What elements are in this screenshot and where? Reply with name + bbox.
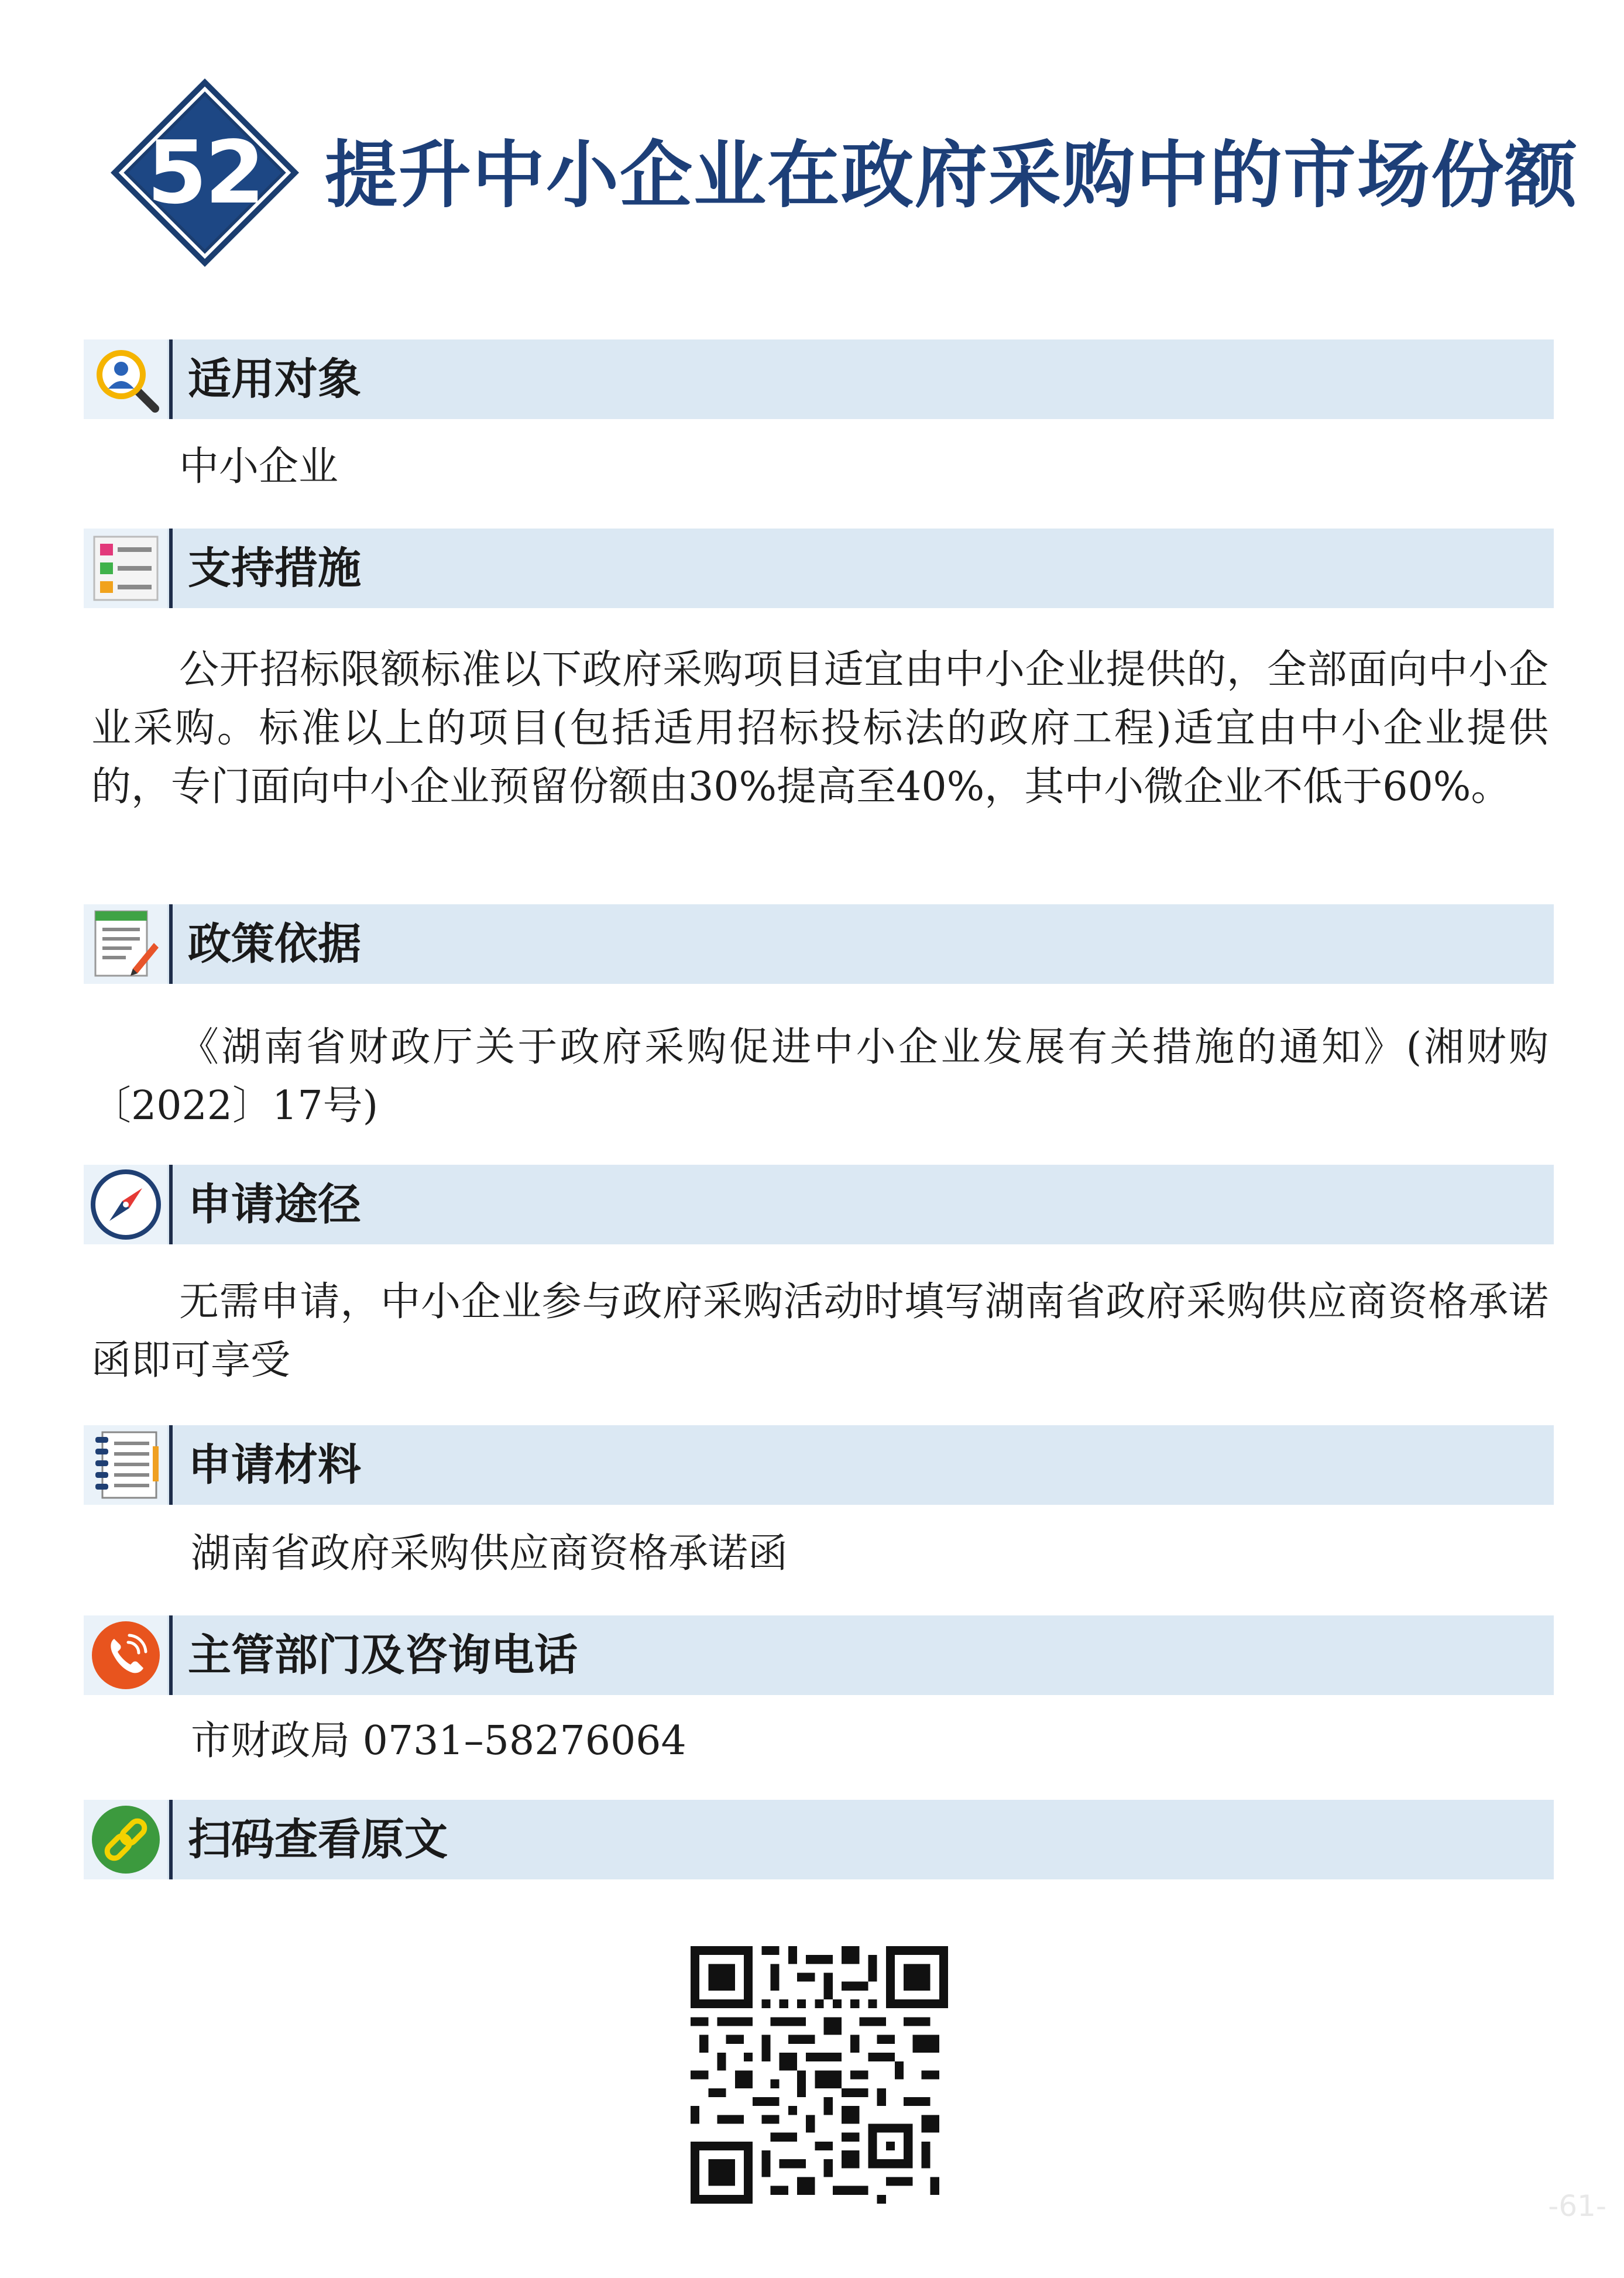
section-divider	[169, 1615, 173, 1695]
phone-icon	[84, 1615, 167, 1695]
magnifier-person-icon	[84, 339, 167, 419]
section-divider	[169, 529, 173, 608]
section-title: 申请材料	[188, 1440, 361, 1490]
link-icon	[84, 1800, 167, 1879]
target-text: 中小企业	[179, 444, 339, 490]
section-header-contact	[84, 1615, 1554, 1695]
page-header	[108, 76, 1579, 269]
page-number: -61-	[1548, 2189, 1606, 2223]
section-divider	[169, 1800, 173, 1879]
section-header-materials	[84, 1425, 1554, 1505]
section-divider	[169, 1165, 173, 1244]
section-header-target	[84, 339, 1554, 419]
section-header-basis	[84, 904, 1554, 984]
qr-code-icon[interactable]	[691, 1946, 948, 2204]
section-divider	[169, 904, 173, 984]
section-header-channel	[84, 1165, 1554, 1244]
section-title: 适用对象	[188, 354, 361, 404]
contact-text: 市财政局 0731–58276064	[191, 1718, 686, 1764]
section-divider	[169, 1425, 173, 1505]
checklist-icon	[84, 529, 167, 608]
section-header-measures	[84, 529, 1554, 608]
section-divider	[169, 339, 173, 419]
document-pencil-icon	[84, 904, 167, 984]
basis-paragraph: 《湖南省财政厅关于政府采购促进中小企业发展有关措施的通知》(湘财购〔2022〕17号)	[91, 1024, 1549, 1129]
item-number: 52	[147, 122, 263, 223]
materials-text: 湖南省政府采购供应商资格承诺函	[191, 1531, 788, 1577]
section-title: 扫码查看原文	[188, 1814, 448, 1865]
section-title: 政策依据	[188, 919, 361, 969]
compass-icon	[84, 1165, 167, 1244]
section-title: 申请途径	[188, 1179, 361, 1230]
notebook-icon	[84, 1425, 167, 1505]
section-title: 主管部门及咨询电话	[188, 1630, 578, 1680]
section-title: 支持措施	[188, 543, 361, 593]
channel-paragraph: 无需申请，中小企业参与政府采购活动时填写湖南省政府采购供应商资格承诺函即可享受	[91, 1279, 1549, 1384]
page-title: 提升中小企业在政府采购中的市场份额	[325, 133, 1579, 218]
measures-paragraph: 公开招标限额标准以下政府采购项目适宜由中小企业提供的，全部面向中小企业采购。标准以上的项目(包括适用招标投标法的政府工程)适宜由中小企业提供的，专门面向中小企业预留份额由30%提高至40%，其中小微企业不低于60%。	[91, 647, 1549, 810]
section-header-qr	[84, 1800, 1554, 1879]
